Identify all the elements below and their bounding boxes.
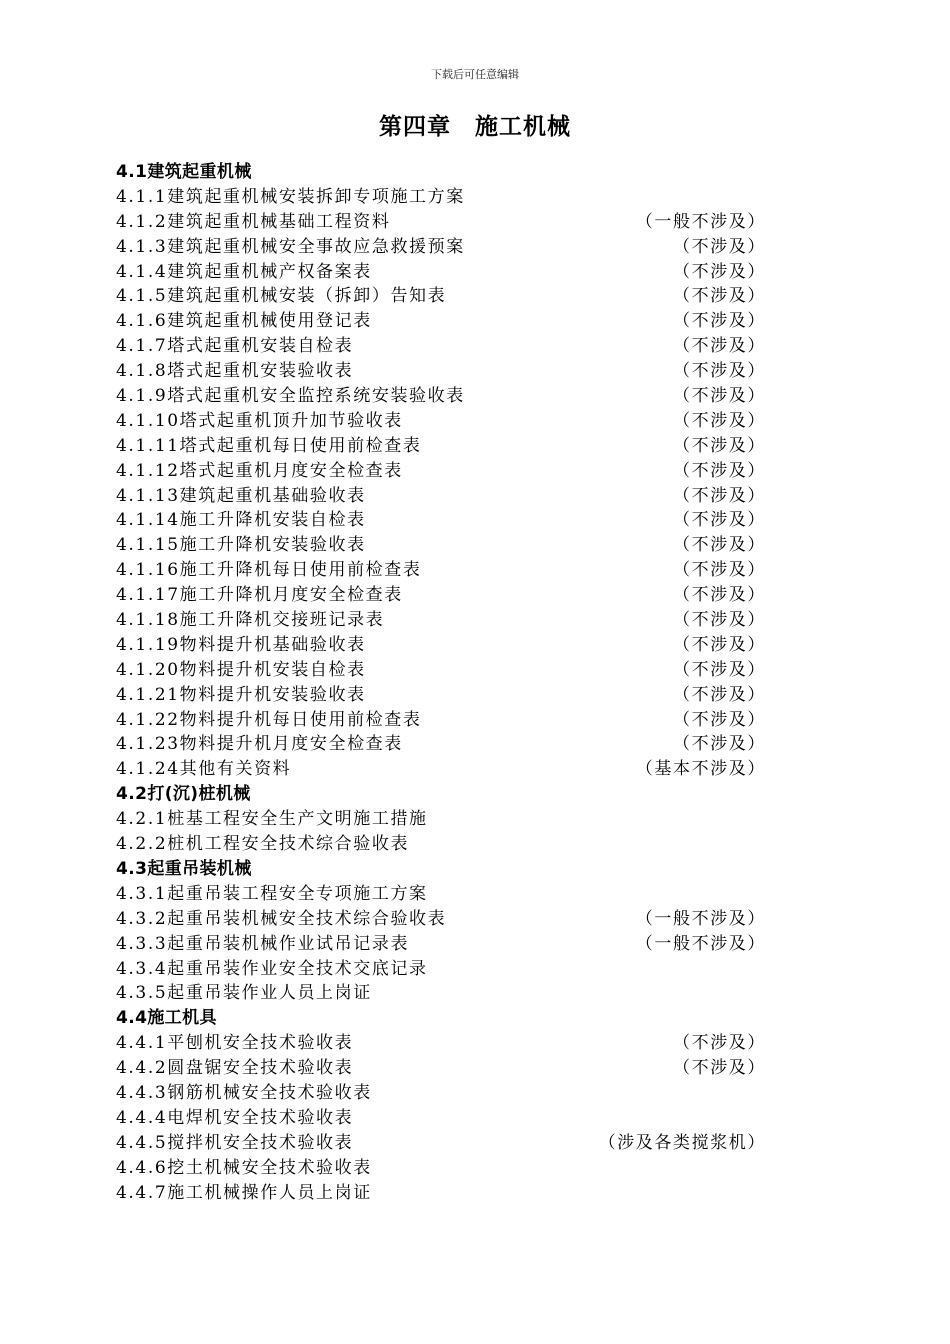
toc-item-label: 4.1.21物料提升机安装验收表 bbox=[116, 684, 366, 705]
toc-item bbox=[116, 484, 766, 509]
section-heading-label: 4.2打(沉)桩机械 bbox=[116, 784, 251, 805]
toc-item-label: 4.1.1建筑起重机械安装拆卸专项施工方案 bbox=[116, 186, 465, 207]
toc-item-label: 4.3.2起重吊装机械安全技术综合验收表 bbox=[116, 908, 447, 929]
toc-item-note: （不涉及） bbox=[673, 435, 766, 456]
toc-item-label: 4.1.12塔式起重机月度安全检查表 bbox=[116, 460, 403, 481]
toc-item bbox=[116, 210, 766, 235]
toc-item-label: 4.1.10塔式起重机顶升加节验收表 bbox=[116, 410, 403, 431]
toc-item bbox=[116, 185, 766, 210]
toc-item-label: 4.4.1平刨机安全技术验收表 bbox=[116, 1033, 354, 1054]
toc-item-note: （不涉及） bbox=[673, 709, 766, 730]
toc-item bbox=[116, 1156, 766, 1181]
toc-item bbox=[116, 608, 766, 633]
toc-item-label: 4.1.3建筑起重机械安全事故应急救援预案 bbox=[116, 236, 465, 257]
table-of-contents bbox=[116, 160, 766, 1205]
toc-item-note: （不涉及） bbox=[673, 236, 766, 257]
toc-item-label: 4.1.20物料提升机安装自检表 bbox=[116, 659, 366, 680]
toc-item bbox=[116, 633, 766, 658]
toc-item-label: 4.4.7施工机械操作人员上岗证 bbox=[116, 1182, 372, 1203]
section-heading bbox=[116, 782, 766, 807]
section-heading-label: 4.1建筑起重机械 bbox=[116, 162, 252, 182]
toc-item bbox=[116, 658, 766, 683]
toc-item-label: 4.1.9塔式起重机安全监控系统安装验收表 bbox=[116, 386, 465, 407]
toc-item-note: （不涉及） bbox=[673, 634, 766, 655]
toc-item bbox=[116, 459, 766, 484]
toc-item-label: 4.1.19物料提升机基础验收表 bbox=[116, 634, 366, 655]
toc-item-label: 4.1.8塔式起重机安装验收表 bbox=[116, 361, 354, 382]
toc-item-label: 4.4.5搅拌机安全技术验收表 bbox=[116, 1132, 354, 1153]
toc-item bbox=[116, 558, 766, 583]
toc-item-note: （不涉及） bbox=[673, 684, 766, 705]
toc-item-note: （不涉及） bbox=[673, 585, 766, 606]
toc-item bbox=[116, 508, 766, 533]
toc-item-label: 4.3.1起重吊装工程安全专项施工方案 bbox=[116, 883, 428, 904]
toc-item bbox=[116, 1056, 766, 1081]
toc-item-label: 4.4.2圆盘锯安全技术验收表 bbox=[116, 1058, 354, 1079]
toc-item bbox=[116, 807, 766, 832]
toc-item-label: 4.3.4起重吊装作业安全技术交底记录 bbox=[116, 958, 428, 979]
toc-item bbox=[116, 384, 766, 409]
toc-item-label: 4.1.23物料提升机月度安全检查表 bbox=[116, 734, 403, 755]
toc-item bbox=[116, 583, 766, 608]
toc-item bbox=[116, 757, 766, 782]
toc-item bbox=[116, 932, 766, 957]
toc-item-label: 4.1.18施工升降机交接班记录表 bbox=[116, 610, 385, 631]
toc-item-note: （不涉及） bbox=[673, 1058, 766, 1079]
toc-item-note: （不涉及） bbox=[673, 1033, 766, 1054]
toc-item-label: 4.4.3钢筋机械安全技术验收表 bbox=[116, 1082, 372, 1103]
toc-item-label: 4.1.11塔式起重机每日使用前检查表 bbox=[116, 435, 422, 456]
toc-item bbox=[116, 1106, 766, 1131]
toc-item bbox=[116, 334, 766, 359]
toc-item bbox=[116, 708, 766, 733]
toc-item-label: 4.1.2建筑起重机械基础工程资料 bbox=[116, 211, 391, 232]
toc-item-label: 4.1.14施工升降机安装自检表 bbox=[116, 510, 366, 531]
toc-item-label: 4.1.22物料提升机每日使用前检查表 bbox=[116, 709, 422, 730]
toc-item bbox=[116, 260, 766, 285]
toc-item-note: （不涉及） bbox=[673, 361, 766, 382]
toc-item-note: （不涉及） bbox=[673, 560, 766, 581]
toc-item-label: 4.1.7塔式起重机安装自检表 bbox=[116, 336, 354, 357]
toc-item bbox=[116, 907, 766, 932]
toc-item bbox=[116, 1181, 766, 1206]
toc-item-label: 4.1.4建筑起重机械产权备案表 bbox=[116, 261, 372, 282]
toc-item-note: （不涉及） bbox=[673, 386, 766, 407]
chapter-title: 第四章 施工机械 bbox=[379, 114, 571, 140]
toc-item-note: （不涉及） bbox=[673, 510, 766, 531]
toc-item bbox=[116, 732, 766, 757]
toc-item-note: （不涉及） bbox=[673, 460, 766, 481]
toc-item-note: （一般不涉及） bbox=[635, 211, 766, 232]
toc-item bbox=[116, 832, 766, 857]
toc-item bbox=[116, 981, 766, 1006]
toc-item bbox=[116, 683, 766, 708]
toc-item-note: （不涉及） bbox=[673, 734, 766, 755]
toc-item bbox=[116, 533, 766, 558]
toc-item-note: （基本不涉及） bbox=[635, 759, 766, 780]
toc-item-note: （不涉及） bbox=[673, 610, 766, 631]
toc-item bbox=[116, 957, 766, 982]
toc-item-note: （不涉及） bbox=[673, 485, 766, 506]
toc-item bbox=[116, 1081, 766, 1106]
toc-item-label: 4.3.5起重吊装作业人员上岗证 bbox=[116, 983, 372, 1004]
toc-item-note: （不涉及） bbox=[673, 286, 766, 307]
toc-item-label: 4.1.15施工升降机安装验收表 bbox=[116, 535, 366, 556]
toc-item-note: （不涉及） bbox=[673, 535, 766, 556]
toc-item-note: （不涉及） bbox=[673, 336, 766, 357]
toc-item bbox=[116, 1131, 766, 1156]
toc-item-label: 4.1.17施工升降机月度安全检查表 bbox=[116, 585, 403, 606]
toc-item bbox=[116, 235, 766, 260]
section-heading bbox=[116, 857, 766, 882]
toc-item-note: （不涉及） bbox=[673, 659, 766, 680]
toc-item bbox=[116, 434, 766, 459]
section-heading-label: 4.4施工机具 bbox=[116, 1008, 217, 1029]
toc-item-label: 4.1.24其他有关资料 bbox=[116, 759, 292, 780]
section-heading bbox=[116, 160, 766, 185]
toc-item-note: （不涉及） bbox=[673, 261, 766, 282]
toc-item bbox=[116, 409, 766, 434]
toc-item-note: （一般不涉及） bbox=[635, 908, 766, 929]
toc-item bbox=[116, 359, 766, 384]
section-heading bbox=[116, 1006, 766, 1031]
toc-item-label: 4.2.1桩基工程安全生产文明施工措施 bbox=[116, 809, 428, 830]
toc-item-label: 4.4.6挖土机械安全技术验收表 bbox=[116, 1157, 372, 1178]
toc-item bbox=[116, 284, 766, 309]
toc-item-label: 4.2.2桩机工程安全技术综合验收表 bbox=[116, 834, 410, 855]
section-heading-label: 4.3起重吊装机械 bbox=[116, 858, 252, 879]
page-header-note: 下载后可任意编辑 bbox=[431, 68, 519, 81]
toc-item-label: 4.1.6建筑起重机械使用登记表 bbox=[116, 311, 372, 332]
toc-item-label: 4.1.13建筑起重机基础验收表 bbox=[116, 485, 366, 506]
toc-item-note: （不涉及） bbox=[673, 410, 766, 431]
toc-item-note: （涉及各类搅浆机） bbox=[598, 1132, 766, 1153]
toc-item-label: 4.4.4电焊机安全技术验收表 bbox=[116, 1107, 354, 1128]
toc-item-label: 4.3.3起重吊装机械作业试吊记录表 bbox=[116, 933, 410, 954]
toc-item bbox=[116, 309, 766, 334]
toc-item-label: 4.1.16施工升降机每日使用前检查表 bbox=[116, 560, 422, 581]
toc-item-note: （一般不涉及） bbox=[635, 933, 766, 954]
toc-item-label: 4.1.5建筑起重机械安装（拆卸）告知表 bbox=[116, 286, 447, 307]
toc-item bbox=[116, 882, 766, 907]
toc-item bbox=[116, 1031, 766, 1056]
toc-item-note: （不涉及） bbox=[673, 311, 766, 332]
